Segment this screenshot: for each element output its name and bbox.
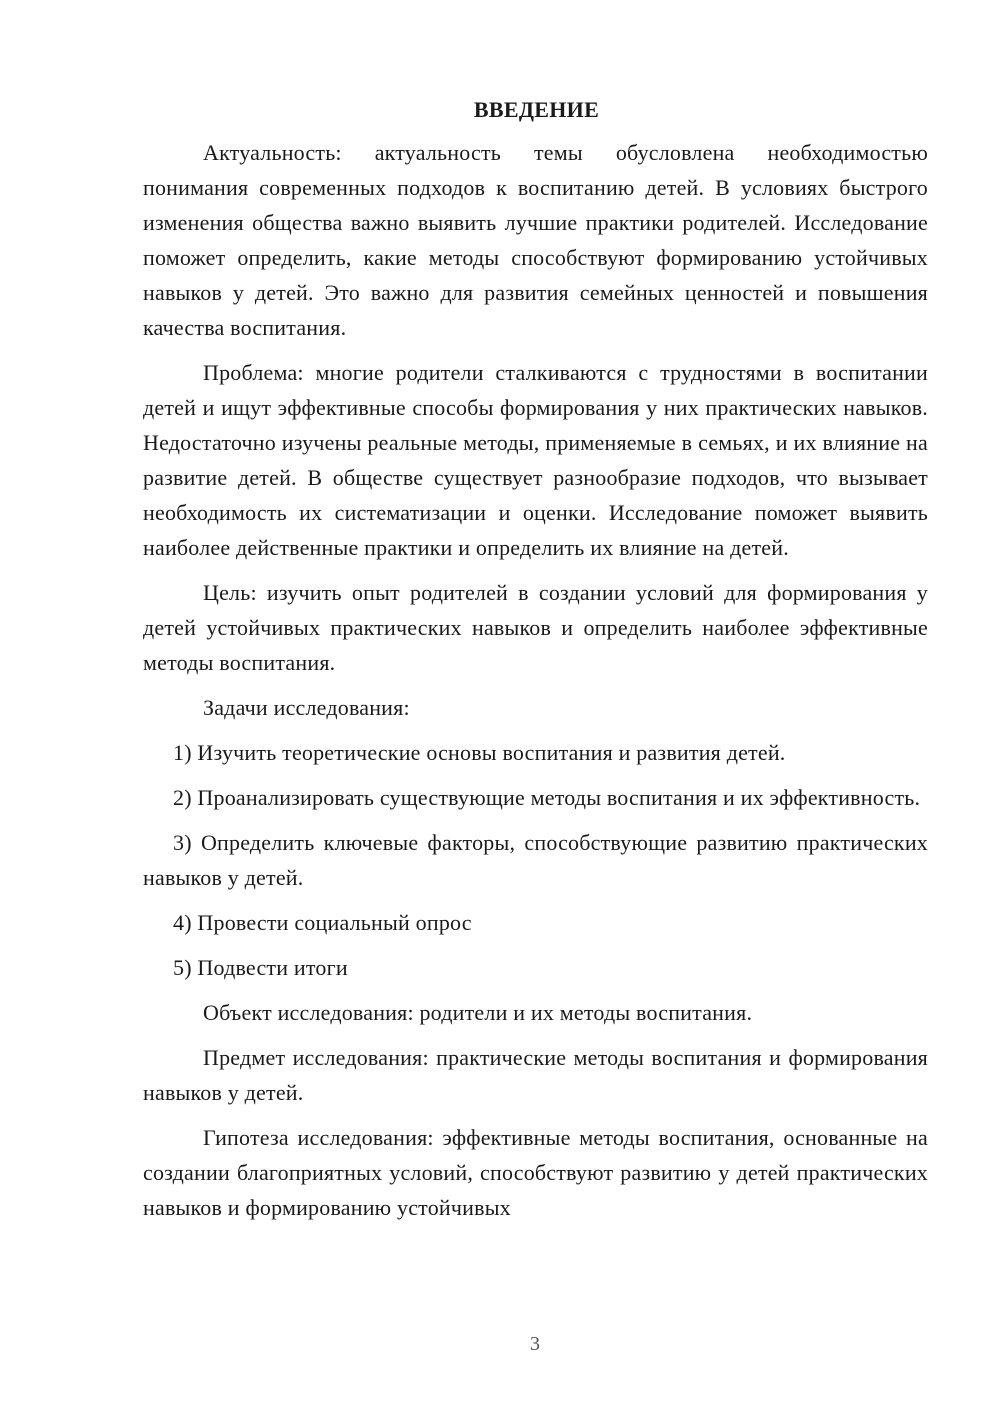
task-item-1: 1) Изучить теоретические основы воспитания и развития детей. <box>173 740 786 765</box>
task-item-5: 5) Подвести итоги <box>173 955 348 980</box>
task-item-2: 2) Проанализировать существующие методы воспитания и их эффективность. <box>173 785 921 810</box>
relevance-paragraph: Актуальность: актуальность темы обусловлена необходимостью понимания современных подходов к воспитанию детей. В условиях быстрого изменения общества важно выявить лучшие практики родителей. Исследование поможет определить, какие методы способствуют формированию устойчивых навыков у детей. Это важно для развития семейных ценностей и повышения качества воспитания. <box>143 140 928 340</box>
page-title: ВВЕДЕНИЕ <box>473 97 600 122</box>
object-paragraph: Объект исследования: родители и их методы воспитания. <box>203 1000 753 1025</box>
tasks-heading: Задачи исследования: <box>203 695 410 720</box>
task-item-3: 3) Определить ключевые факторы, способствующие развитию практических навыков у детей. <box>143 830 928 890</box>
task-item-4: 4) Провести социальный опрос <box>173 910 472 935</box>
page-number: 3 <box>530 1333 540 1355</box>
document-page <box>143 92 928 1225</box>
goal-paragraph: Цель: изучить опыт родителей в создании условий для формирования у детей устойчивых практических навыков и определить наиболее эффективные методы воспитания. <box>143 580 928 675</box>
hypothesis-paragraph: Гипотеза исследования: эффективные методы воспитания, основанные на создании благоприятных условий, способствуют развитию у детей практических навыков и формированию устойчивых <box>143 1125 928 1220</box>
subject-paragraph: Предмет исследования: практические методы воспитания и формирования навыков у детей. <box>143 1045 928 1105</box>
problem-paragraph: Проблема: многие родители сталкиваются с трудностями в воспитании детей и ищут эффективные способы формирования у них практических навыков. Недостаточно изучены реальные методы, применяемые в семьях, и их влияние на развитие детей. В обществе существует разнообразие подходов, что вызывает необходимость их систематизации и оценки. Исследование поможет выявить наиболее действенные практики и определить их влияние на детей. <box>143 360 928 560</box>
